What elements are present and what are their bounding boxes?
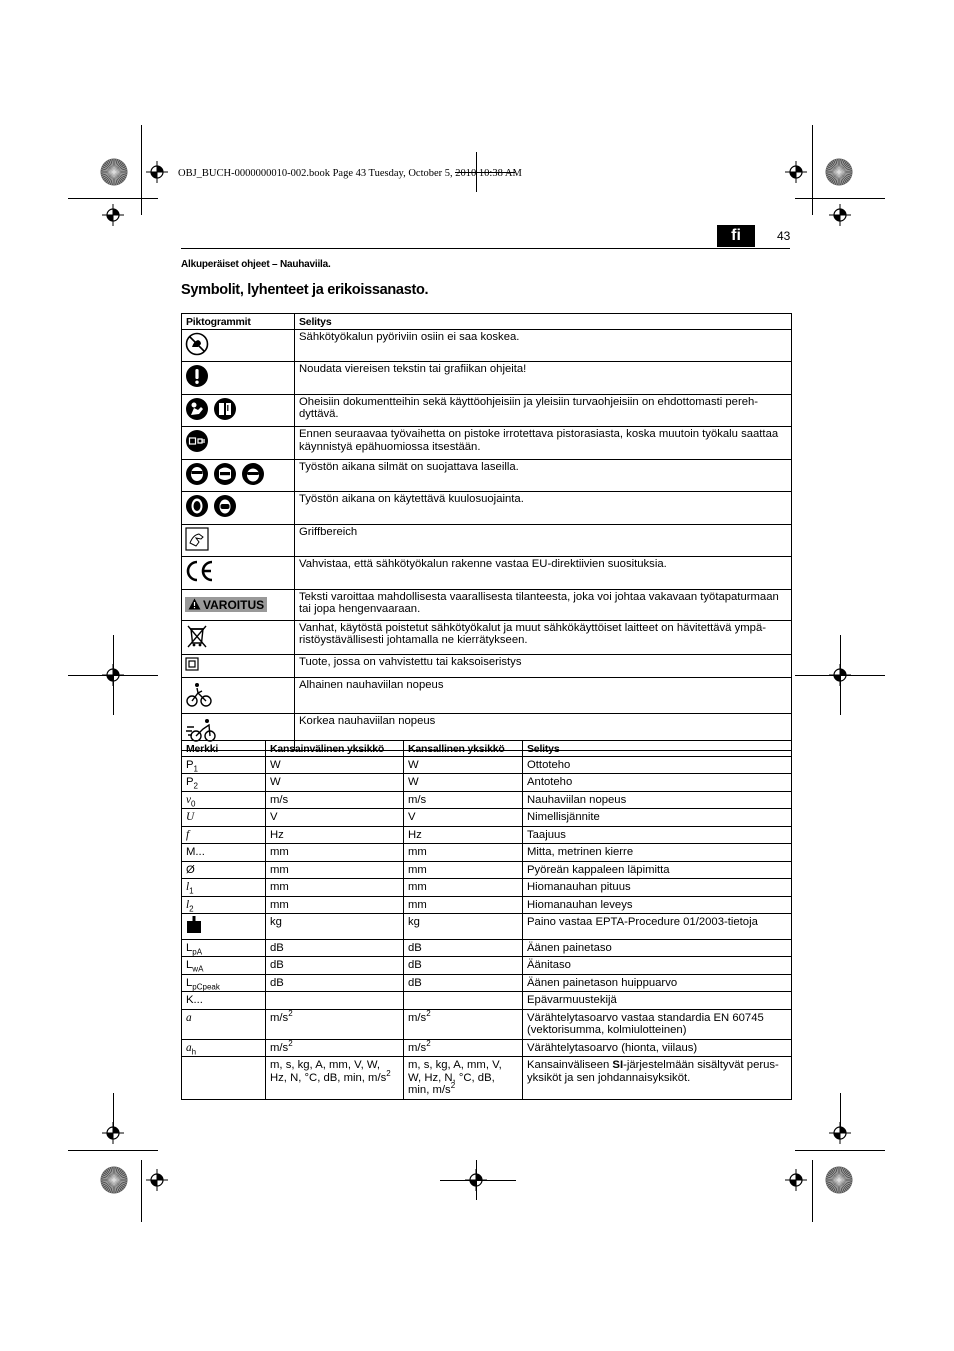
pictogram-description: Työstön aikana silmät on suojattava laseilla. <box>295 459 792 492</box>
warning-label-text: VAROITUS <box>203 597 265 612</box>
description-text: Epävarmuustekijä <box>527 994 617 1006</box>
national-unit-cell-text: m/s <box>408 793 427 806</box>
national-unit-cell <box>404 1057 523 1100</box>
print-header: OBJ_BUCH-0000000010-002.book Page 43 Tuesday, October 5, 2010 10:38 AM <box>178 168 522 179</box>
symbol-row <box>182 809 792 827</box>
registration-target-icon <box>146 1169 168 1191</box>
description-text: Ottoteho <box>527 758 571 771</box>
crossed-bin-icon <box>185 623 209 653</box>
international-unit-cell <box>266 957 404 975</box>
national-unit-cell-text: mm <box>408 846 427 858</box>
symbol-description <box>523 791 792 809</box>
symbol-text: a <box>186 1011 192 1024</box>
symbol-row <box>182 879 792 897</box>
pictogram-row <box>182 620 792 655</box>
document-subtitle: Alkuperäiset ohjeet – Nauhaviila. <box>181 259 331 270</box>
pictogram-row <box>182 427 792 460</box>
national-unit-cell-text: kg <box>408 916 420 928</box>
national-unit-cell-text: dB <box>408 959 422 971</box>
warning-label-icon <box>185 597 267 613</box>
description-text: Äänen painetason huippuarvo <box>527 976 678 989</box>
description-text: Pyöreän kappaleen läpimitta <box>527 863 670 876</box>
pictogram-row <box>182 329 792 362</box>
symbol-row <box>182 844 792 862</box>
description-text: Mitta, metrinen kierre <box>527 846 634 858</box>
symbol-description <box>523 756 792 774</box>
column-header: Kansainvälinen yksikkö <box>266 741 404 757</box>
international-unit-cell-text: W <box>270 758 281 771</box>
symbol-description <box>523 861 792 879</box>
international-unit-cell-text: V <box>270 811 278 823</box>
pictogram-description: Griffbereich <box>295 524 792 557</box>
registration-target-icon <box>829 204 851 226</box>
pictogram-row <box>182 394 792 427</box>
description-text: -järjestelmään sisältyvät perus-yksiköt ja sen johdannaisyksiköt. <box>527 1059 779 1084</box>
exclamation-icon <box>185 364 209 392</box>
description-text: Hiomanauhan pituus <box>527 881 631 893</box>
international-unit-cell-text: dB <box>270 941 284 954</box>
symbol-cell <box>182 896 266 914</box>
symbol-row <box>182 1039 792 1057</box>
unplug-icon <box>185 429 209 457</box>
symbol-row <box>182 1057 792 1100</box>
symbol-subscript: 0 <box>191 798 196 808</box>
symbol-cell <box>182 1009 266 1039</box>
column-header: Kansallinen yksikkö <box>404 741 523 757</box>
weight-icon <box>186 916 202 937</box>
national-unit-cell <box>404 826 523 844</box>
national-unit-cell <box>404 844 523 862</box>
international-unit-cell-text: m/s <box>270 1011 289 1024</box>
color-rosette-icon <box>100 158 128 186</box>
pictogram-row <box>182 459 792 492</box>
symbol-description <box>523 939 792 957</box>
symbol-row <box>182 1009 792 1039</box>
symbol-description <box>523 974 792 992</box>
description-text: Taajuus <box>527 828 566 841</box>
pictogram-description: Alhainen nauhaviilan nopeus <box>295 677 792 714</box>
pictogram-description: Vahvistaa, että sähkötyökalun rakenne vastaa EU-direktiivien suosituksia. <box>295 557 792 590</box>
crop-mark-line <box>812 1160 813 1222</box>
pictogram-row <box>182 362 792 395</box>
national-unit-cell <box>404 957 523 975</box>
international-unit-cell-text: m/s <box>270 1041 289 1054</box>
international-unit-cell-text: Hz <box>270 828 284 841</box>
symbol-description <box>523 896 792 914</box>
pictogram-row <box>182 677 792 714</box>
symbol-cell <box>182 992 266 1010</box>
national-unit-cell <box>404 1039 523 1057</box>
symbol-cell <box>182 1039 266 1057</box>
international-unit-cell <box>266 1039 404 1057</box>
national-unit-cell <box>404 809 523 827</box>
pictogram-row <box>182 524 792 557</box>
section-heading: Symbolit, lyhenteet ja erikoissanasto. <box>181 282 429 298</box>
symbol-text: f <box>186 828 190 841</box>
symbol-subscript: h <box>191 1046 197 1056</box>
national-unit-cell <box>404 992 523 1010</box>
registration-target-icon <box>102 664 124 686</box>
crop-mark-line <box>141 1160 142 1222</box>
crop-mark-line <box>795 1150 885 1151</box>
symbol-cell <box>182 826 266 844</box>
double-insulation-icon <box>185 657 199 675</box>
goggles-icon <box>241 462 265 490</box>
crop-mark-line <box>68 198 158 199</box>
description-bold: SI <box>612 1059 624 1071</box>
description-text: Värähtelytasoarvo vastaa standardia EN 60745 (vektorisumma, kolmiulotteinen) <box>527 1011 764 1036</box>
crop-mark-line <box>840 1093 841 1133</box>
color-rosette-icon <box>825 158 853 186</box>
column-header: Selitys <box>523 741 792 757</box>
national-unit-cell-superscript: 2 <box>426 1039 431 1048</box>
symbol-row <box>182 791 792 809</box>
crop-mark-line <box>812 125 813 215</box>
description-text: Värähtelytasoarvo (hionta, viilaus) <box>527 1041 698 1054</box>
symbol-text: L <box>186 976 193 989</box>
pictogram-description: Noudata viereisen tekstin tai grafiikan ohjeita! <box>295 362 792 395</box>
registration-target-icon <box>146 161 168 183</box>
national-unit-cell-text: V <box>408 811 416 823</box>
international-unit-cell-superscript: 2 <box>288 1009 293 1018</box>
ce-mark-icon <box>185 559 215 587</box>
symbol-row <box>182 756 792 774</box>
symbol-row <box>182 914 792 940</box>
national-unit-cell <box>404 774 523 792</box>
international-unit-cell-text: kg <box>270 916 282 928</box>
international-unit-cell-text: mm <box>270 898 289 911</box>
international-unit-cell-text: mm <box>270 881 289 893</box>
symbol-text: Ø <box>186 863 195 876</box>
national-unit-cell <box>404 791 523 809</box>
national-unit-cell-text: mm <box>408 898 427 911</box>
symbol-description <box>523 1057 792 1100</box>
symbol-description <box>523 809 792 827</box>
symbol-description <box>523 1009 792 1039</box>
pictogram-row <box>182 589 792 620</box>
symbol-row <box>182 826 792 844</box>
pictogram-cell <box>182 459 295 492</box>
symbol-row <box>182 896 792 914</box>
symbol-cell <box>182 939 266 957</box>
description-text: Äänitaso <box>527 959 571 971</box>
ear-protection-icon <box>185 494 209 522</box>
page-number: 43 <box>777 229 791 243</box>
international-unit-cell-text: dB <box>270 976 284 989</box>
description-text: Antoteho <box>527 776 573 788</box>
color-rosette-icon <box>825 1166 853 1194</box>
symbol-description <box>523 914 792 940</box>
international-unit-cell-superscript: 2 <box>386 1068 391 1078</box>
national-unit-cell-text: dB <box>408 976 422 989</box>
national-unit-cell-text: W <box>408 758 419 771</box>
eye-protection-icon <box>185 462 209 490</box>
description-prefix: Kansainväliseen <box>527 1059 613 1071</box>
symbol-row <box>182 957 792 975</box>
national-unit-cell-text: m/s <box>408 1041 427 1054</box>
symbol-cell <box>182 756 266 774</box>
symbol-subscript: pA <box>192 946 203 956</box>
pictogram-cell <box>182 362 295 395</box>
pictogram-cell <box>182 589 295 620</box>
crop-mark-line <box>68 1150 158 1151</box>
national-unit-cell <box>404 939 523 957</box>
symbol-cell <box>182 1057 266 1100</box>
national-unit-cell <box>404 861 523 879</box>
symbol-text: L <box>186 959 193 971</box>
description-text: Paino vastaa EPTA-Procedure 01/2003-tietoja <box>527 916 758 928</box>
pictogram-description: Tuote, jossa on vahvistettu tai kaksoiseristys <box>295 655 792 678</box>
national-unit-cell-text: dB <box>408 941 422 954</box>
symbols-table <box>181 740 792 1100</box>
registration-target-icon <box>785 161 807 183</box>
national-unit-cell <box>404 974 523 992</box>
national-unit-cell-text: mm <box>408 881 427 893</box>
international-unit-cell-text: W <box>270 776 281 788</box>
no-touch-rotating-parts-icon <box>185 332 209 360</box>
header-rule <box>181 248 790 249</box>
national-unit-cell-text: mm <box>408 863 427 876</box>
pictogram-cell <box>182 655 295 678</box>
international-unit-cell-text: m, s, kg, A, mm, V, W, Hz, N, °C, dB, min, m/s <box>270 1059 387 1084</box>
symbols-table-header <box>182 741 792 757</box>
column-header: Piktogrammit <box>182 314 295 330</box>
pictogram-description: Sähkötyökalun pyöriviin osiin ei saa koskea. <box>295 329 792 362</box>
international-unit-cell <box>266 974 404 992</box>
registration-target-icon <box>102 204 124 226</box>
symbol-subscript: 1 <box>189 886 194 896</box>
national-unit-cell-superscript: 2 <box>450 1081 456 1091</box>
read-instructions-icon <box>185 397 209 425</box>
symbol-text: v <box>186 793 192 806</box>
color-rosette-icon <box>100 1166 128 1194</box>
national-unit-cell-text: Hz <box>408 828 422 841</box>
international-unit-cell <box>266 992 404 1010</box>
symbol-text: K... <box>186 994 203 1006</box>
symbol-text: P <box>186 758 194 771</box>
symbol-text: l <box>186 898 190 911</box>
international-unit-cell-text: m/s <box>270 793 289 806</box>
symbol-text: P <box>186 776 194 788</box>
symbol-text: L <box>186 941 193 954</box>
pictogram-table <box>181 313 792 751</box>
symbol-cell <box>182 774 266 792</box>
national-unit-cell-text: W <box>408 776 419 788</box>
pictogram-table-header <box>182 314 792 330</box>
international-unit-cell-text: mm <box>270 846 289 858</box>
international-unit-cell <box>266 756 404 774</box>
national-unit-cell <box>404 914 523 940</box>
national-unit-cell-text: m/s <box>408 1011 427 1024</box>
description-text: Äänen painetaso <box>527 941 612 954</box>
international-unit-cell <box>266 844 404 862</box>
crop-mark-line <box>795 198 885 199</box>
pictogram-cell <box>182 492 295 525</box>
pictogram-row <box>182 557 792 590</box>
symbol-text: a <box>186 1041 192 1054</box>
description-text: Nimellisjännite <box>527 811 600 823</box>
symbol-cell <box>182 914 266 940</box>
symbol-description <box>523 879 792 897</box>
grip-area-icon <box>185 527 209 555</box>
pictogram-cell <box>182 394 295 427</box>
column-header: Merkki <box>182 741 266 757</box>
language-badge: fi <box>717 225 755 247</box>
international-unit-cell <box>266 939 404 957</box>
symbol-row <box>182 974 792 992</box>
pictogram-row <box>182 655 792 678</box>
national-unit-cell <box>404 756 523 774</box>
international-unit-cell <box>266 791 404 809</box>
international-unit-cell <box>266 914 404 940</box>
symbol-description <box>523 844 792 862</box>
manual-book-icon <box>213 397 237 425</box>
column-header: Selitys <box>295 314 792 330</box>
national-unit-cell <box>404 896 523 914</box>
ear-muff-icon <box>213 494 237 522</box>
international-unit-cell <box>266 896 404 914</box>
symbol-text: l <box>186 881 190 893</box>
symbol-subscript: 2 <box>193 781 198 791</box>
pictogram-cell <box>182 329 295 362</box>
pictogram-cell <box>182 524 295 557</box>
international-unit-cell <box>266 809 404 827</box>
pictogram-description: Oheisiin dokumentteihin sekä käyttöohjeisiin ja yleisiin turvaohjeisiin on ehdottomasti pereh-dyttävä. <box>295 394 792 427</box>
symbol-description <box>523 774 792 792</box>
description-text: Nauhaviilan nopeus <box>527 793 627 806</box>
symbol-cell <box>182 957 266 975</box>
national-unit-cell-text: m, s, kg, A, mm, V, W, Hz, N, °C, dB, min, m/s <box>408 1059 502 1096</box>
international-unit-cell <box>266 1009 404 1039</box>
pictogram-description: Ennen seuraavaa työvaihetta on pistoke irrotettava pistorasiasta, koska muutoin työkalu saattaa käynnistyä epähuomiossa itsestään. <box>295 427 792 460</box>
symbol-text: U <box>186 811 195 823</box>
symbol-subscript: pCpeak <box>192 981 220 991</box>
international-unit-cell <box>266 879 404 897</box>
international-unit-cell-text: dB <box>270 959 284 971</box>
national-unit-cell <box>404 879 523 897</box>
symbol-text: M... <box>186 846 205 858</box>
symbol-description <box>523 1039 792 1057</box>
symbol-row <box>182 774 792 792</box>
registration-target-icon <box>829 664 851 686</box>
international-unit-cell <box>266 1057 404 1100</box>
crop-mark-line <box>141 125 142 215</box>
international-unit-cell-superscript: 2 <box>288 1039 293 1048</box>
symbol-description <box>523 992 792 1010</box>
symbol-subscript: 1 <box>193 763 198 773</box>
symbol-row <box>182 939 792 957</box>
symbol-cell <box>182 844 266 862</box>
symbol-cell <box>182 879 266 897</box>
international-unit-cell-text: mm <box>270 863 289 876</box>
national-unit-cell <box>404 1009 523 1039</box>
symbol-cell <box>182 861 266 879</box>
pictogram-description: Korkea nauhaviilan nopeus <box>295 714 792 751</box>
pictogram-cell <box>182 427 295 460</box>
pictogram-description: Teksti varoittaa mahdollisesta vaarallisesta tilanteesta, joka voi johtaa vakavaan työtapaturmaan tai jopa hengenvaaraan. <box>295 589 792 620</box>
pictogram-description: Työstön aikana on käytettävä kuulosuojainta. <box>295 492 792 525</box>
symbol-cell <box>182 974 266 992</box>
symbol-description <box>523 826 792 844</box>
symbol-description <box>523 957 792 975</box>
international-unit-cell <box>266 774 404 792</box>
pictogram-row <box>182 492 792 525</box>
pictogram-cell <box>182 677 295 714</box>
international-unit-cell <box>266 826 404 844</box>
slow-speed-cyclist-icon <box>185 680 213 712</box>
description-text: Hiomanauhan leveys <box>527 898 633 911</box>
pictogram-cell <box>182 620 295 655</box>
symbol-row <box>182 992 792 1010</box>
registration-target-icon <box>785 1169 807 1191</box>
registration-target-icon <box>465 1169 487 1191</box>
symbol-row <box>182 861 792 879</box>
national-unit-cell-superscript: 2 <box>426 1009 431 1018</box>
pictogram-cell <box>182 557 295 590</box>
symbol-subscript: 2 <box>189 903 194 913</box>
face-shield-icon <box>213 462 237 490</box>
symbol-cell <box>182 809 266 827</box>
symbol-cell <box>182 791 266 809</box>
symbol-subscript: wA <box>192 964 204 974</box>
international-unit-cell <box>266 861 404 879</box>
crop-mark-line <box>113 1093 114 1133</box>
pictogram-description: Vanhat, käytöstä poistetut sähkötyökalut ja muut sähkökäyttöiset laitteet on hävitettävä ympä-ristöystävällisesti johtamalla ne kierrätykseen. <box>295 620 792 655</box>
